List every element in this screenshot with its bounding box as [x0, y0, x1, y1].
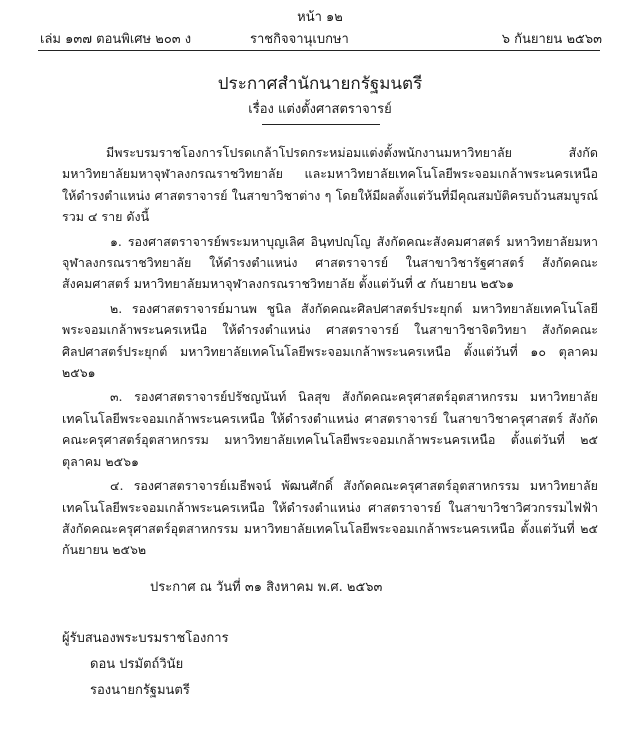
header-divider: [38, 50, 600, 51]
volume-info: เล่ม ๑๓๗ ตอนพิเศษ ๒๐๓ ง: [40, 32, 192, 47]
page-number: หน้า ๑๒: [297, 10, 343, 25]
document-body: [62, 142, 598, 564]
title-divider: [262, 124, 380, 125]
intro-paragraph: มีพระบรมราชโองการโปรดเกล้าโปรดกระหม่อมแต่งตั้งพนักงานมหาวิทยาลัย สังกัดมหาวิทยาลัยมหาจุฬาลงกรณราชวิทยาลัย และมหาวิทยาลัยเทคโนโลยีพระจอมเกล้าพระนครเหนือ ให้ดำรงตำแหน่ง ศาสตราจารย์ ในสาขาวิชาต่าง ๆ โดยให้มีผลตั้งแต่วันที่มีคุณสมบัติครบถ้วนสมบูรณ์ รวม ๔ ราย ดังนี้: [62, 145, 598, 225]
appointment-item-4: ๔. รองศาสตราจารย์เมธีพจน์ พัฒนศักดิ์ สังกัดคณะครุศาสตร์อุตสาหกรรม มหาวิทยาลัยเทคโนโลยีพระจอมเกล้าพระนครเหนือ ให้ดำรงตำแหน่ง ศาสตราจารย์ ในสาขาวิชาวิศวกรรมไฟฟ้า สังกัดคณะครุศาสตร์อุตสาหกรรม มหาวิทยาลัยเทคโนโลยีพระจอมเกล้าพระนครเหนือ ตั้งแต่วันที่ ๒๕ กันยายน ๒๕๖๒: [62, 478, 598, 558]
appointment-item-2: ๒. รองศาสตราจารย์มานพ ชูนิล สังกัดคณะศิลปศาสตร์ประยุกต์ มหาวิทยาลัยเทคโนโลยีพระจอมเกล้าพระนครเหนือ ให้ดำรงตำแหน่ง ศาสตราจารย์ ในสาขาวิชาจิตวิทยา สังกัดคณะศิลปศาสตร์ประยุกต์ มหาวิทยาลัยเทคโนโลยีพระจอมเกล้าพระนครเหนือ ตั้งแต่วันที่ ๑๐ ตุลาคม ๒๕๖๑: [62, 300, 598, 381]
document-title: ประกาศสำนักนายกรัฐมนตรี: [217, 74, 423, 94]
appointment-item-3: ๓. รองศาสตราจารย์ปรัชญนันท์ นิลสุข สังกัดคณะครุศาสตร์อุตสาหกรรม มหาวิทยาลัยเทคโนโลยีพระจอมเกล้าพระนครเหนือ ให้ดำรงตำแหน่ง ศาสตราจารย์ ในสาขาวิชาครุศาสตร์ สังกัดคณะครุศาสตร์อุตสาหกรรม มหาวิทยาลัยเทคโนโลยีพระจอมเกล้าพระนครเหนือ ตั้งแต่วันที่ ๒๕ ตุลาคม ๒๕๖๑: [62, 389, 598, 469]
signature-block: [62, 626, 229, 704]
document-subject: เรื่อง แต่งตั้งศาสตราจารย์: [248, 102, 392, 117]
signatory-position: รองนายกรัฐมนตรี: [90, 683, 190, 698]
countersign-label: ผู้รับสนองพระบรมราชโองการ: [62, 631, 229, 646]
signatory-name: ดอน ปรมัตถ์วินัย: [90, 657, 184, 672]
appointment-item-1: ๑. รองศาสตราจารย์พระมหาบุญเลิศ อินฺทปญฺโญ สังกัดคณะสังคมศาสตร์ มหาวิทยาลัยมหาจุฬาลงกรณราชวิทยาลัย ให้ดำรงตำแหน่ง ศาสตราจารย์ ในสาขาวิชารัฐศาสตร์ สังกัดคณะสังคมศาสตร์ มหาวิทยาลัยมหาจุฬาลงกรณราชวิทยาลัย ตั้งแต่วันที่ ๕ กันยายน ๒๕๖๑: [62, 233, 598, 292]
announcement-date: ประกาศ ณ วันที่ ๓๑ สิงหาคม พ.ศ. ๒๕๖๓: [150, 580, 383, 595]
publication-date: ๖ กันยายน ๒๕๖๓: [501, 32, 602, 47]
publication-name: ราชกิจจานุเบกษา: [250, 32, 349, 47]
